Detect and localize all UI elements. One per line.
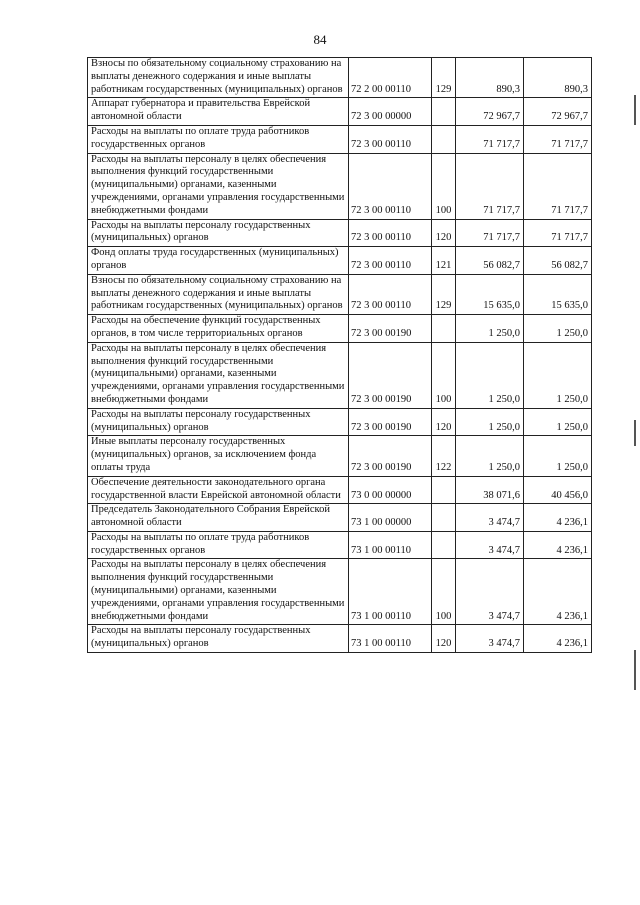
row-value-1: 71 717,7 (456, 153, 524, 219)
row-code: 73 1 00 00110 (349, 531, 432, 559)
row-name: Расходы на выплаты по оплате труда работников государственных органов (88, 531, 349, 559)
table-row (88, 219, 592, 247)
row-value-2: 56 082,7 (524, 247, 592, 275)
row-code: 72 3 00 00110 (349, 247, 432, 275)
table-row (88, 408, 592, 436)
row-name: Расходы на выплаты по оплате труда работников государственных органов (88, 125, 349, 153)
table-row (88, 247, 592, 275)
row-vr: 120 (432, 625, 456, 653)
row-name: Фонд оплаты труда государственных (муниципальных) органов (88, 247, 349, 275)
row-value-2: 71 717,7 (524, 153, 592, 219)
page-number: 84 (313, 32, 327, 47)
scan-edge-mark (634, 420, 636, 446)
row-name: Расходы на выплаты персоналу государственных (муниципальных) органов (88, 219, 349, 247)
row-value-1: 3 474,7 (456, 559, 524, 625)
row-code: 72 2 00 00110 (349, 58, 432, 98)
row-value-1: 890,3 (456, 58, 524, 98)
row-code: 72 3 00 00000 (349, 98, 432, 126)
row-vr: 122 (432, 436, 456, 476)
row-vr: 121 (432, 247, 456, 275)
row-value-2: 15 635,0 (524, 274, 592, 314)
row-name: Расходы на выплаты персоналу государственных (муниципальных) органов (88, 408, 349, 436)
table-row (88, 559, 592, 625)
row-value-1: 72 967,7 (456, 98, 524, 126)
row-value-2: 4 236,1 (524, 559, 592, 625)
row-value-1: 1 250,0 (456, 342, 524, 408)
row-code: 73 0 00 00000 (349, 476, 432, 504)
table-row (88, 531, 592, 559)
row-vr (432, 476, 456, 504)
table-row (88, 476, 592, 504)
table-row (88, 125, 592, 153)
row-vr: 129 (432, 274, 456, 314)
table-row (88, 274, 592, 314)
row-value-2: 1 250,0 (524, 436, 592, 476)
row-value-1: 1 250,0 (456, 408, 524, 436)
row-value-2: 40 456,0 (524, 476, 592, 504)
row-value-2: 72 967,7 (524, 98, 592, 126)
row-vr (432, 504, 456, 532)
row-vr: 100 (432, 153, 456, 219)
row-code: 72 3 00 00110 (349, 153, 432, 219)
row-code: 73 1 00 00110 (349, 559, 432, 625)
row-name: Расходы на выплаты персоналу в целях обеспечения выполнения функций государственными (муниципальными) органами, казенными учреждениями, органами управления государственными внебюджетными фондами (88, 153, 349, 219)
row-name: Расходы на выплаты персоналу в целях обеспечения выполнения функций государственными (муниципальными) органами, казенными учреждениями, органами управления государственными внебюджетными фондами (88, 342, 349, 408)
table-row (88, 342, 592, 408)
row-value-2: 4 236,1 (524, 625, 592, 653)
row-code: 73 1 00 00110 (349, 625, 432, 653)
row-name: Расходы на обеспечение функций государственных органов, в том числе территориальных органов (88, 315, 349, 343)
row-value-1: 1 250,0 (456, 436, 524, 476)
row-value-2: 1 250,0 (524, 342, 592, 408)
row-name: Взносы по обязательному социальному страхованию на выплаты денежного содержания и иные выплаты работникам государственных (муниципальных) органов (88, 58, 349, 98)
table-row (88, 436, 592, 476)
row-vr: 100 (432, 342, 456, 408)
row-code: 73 1 00 00000 (349, 504, 432, 532)
table-row (88, 315, 592, 343)
row-name: Расходы на выплаты персоналу государственных (муниципальных) органов (88, 625, 349, 653)
row-value-2: 71 717,7 (524, 125, 592, 153)
row-value-2: 71 717,7 (524, 219, 592, 247)
row-value-2: 4 236,1 (524, 531, 592, 559)
row-vr (432, 98, 456, 126)
row-value-2: 890,3 (524, 58, 592, 98)
table-row (88, 98, 592, 126)
row-value-1: 3 474,7 (456, 504, 524, 532)
row-value-2: 1 250,0 (524, 408, 592, 436)
table-row (88, 153, 592, 219)
row-name: Расходы на выплаты персоналу в целях обеспечения выполнения функций государственными (муниципальными) органами, казенными учреждениями, органами управления государственными внебюджетными фондами (88, 559, 349, 625)
table-row (88, 504, 592, 532)
budget-table (87, 57, 592, 653)
row-name: Иные выплаты персоналу государственных (муниципальных) органов, за исключением фонда оплаты труда (88, 436, 349, 476)
row-value-2: 1 250,0 (524, 315, 592, 343)
table-row (88, 625, 592, 653)
row-name: Председатель Законодательного Собрания Еврейской автономной области (88, 504, 349, 532)
row-vr: 129 (432, 58, 456, 98)
scan-edge-mark (634, 650, 636, 690)
row-code: 72 3 00 00110 (349, 125, 432, 153)
row-code: 72 3 00 00190 (349, 408, 432, 436)
scan-edge-mark (634, 95, 636, 125)
row-name: Аппарат губернатора и правительства Еврейской автономной области (88, 98, 349, 126)
row-name: Обеспечение деятельности законодательного органа государственной власти Еврейской автономной области (88, 476, 349, 504)
row-value-1: 71 717,7 (456, 125, 524, 153)
row-code: 72 3 00 00110 (349, 274, 432, 314)
row-code: 72 3 00 00190 (349, 315, 432, 343)
row-value-1: 15 635,0 (456, 274, 524, 314)
row-value-1: 38 071,6 (456, 476, 524, 504)
row-name: Взносы по обязательному социальному страхованию на выплаты денежного содержания и иные выплаты работникам государственных (муниципальных) органов (88, 274, 349, 314)
row-vr (432, 315, 456, 343)
row-code: 72 3 00 00110 (349, 219, 432, 247)
row-value-1: 1 250,0 (456, 315, 524, 343)
row-value-2: 4 236,1 (524, 504, 592, 532)
table-row (88, 58, 592, 98)
row-value-1: 3 474,7 (456, 625, 524, 653)
row-value-1: 56 082,7 (456, 247, 524, 275)
row-vr: 120 (432, 408, 456, 436)
row-vr (432, 531, 456, 559)
row-vr: 100 (432, 559, 456, 625)
row-vr (432, 125, 456, 153)
row-value-1: 3 474,7 (456, 531, 524, 559)
row-code: 72 3 00 00190 (349, 342, 432, 408)
row-code: 72 3 00 00190 (349, 436, 432, 476)
row-vr: 120 (432, 219, 456, 247)
row-value-1: 71 717,7 (456, 219, 524, 247)
